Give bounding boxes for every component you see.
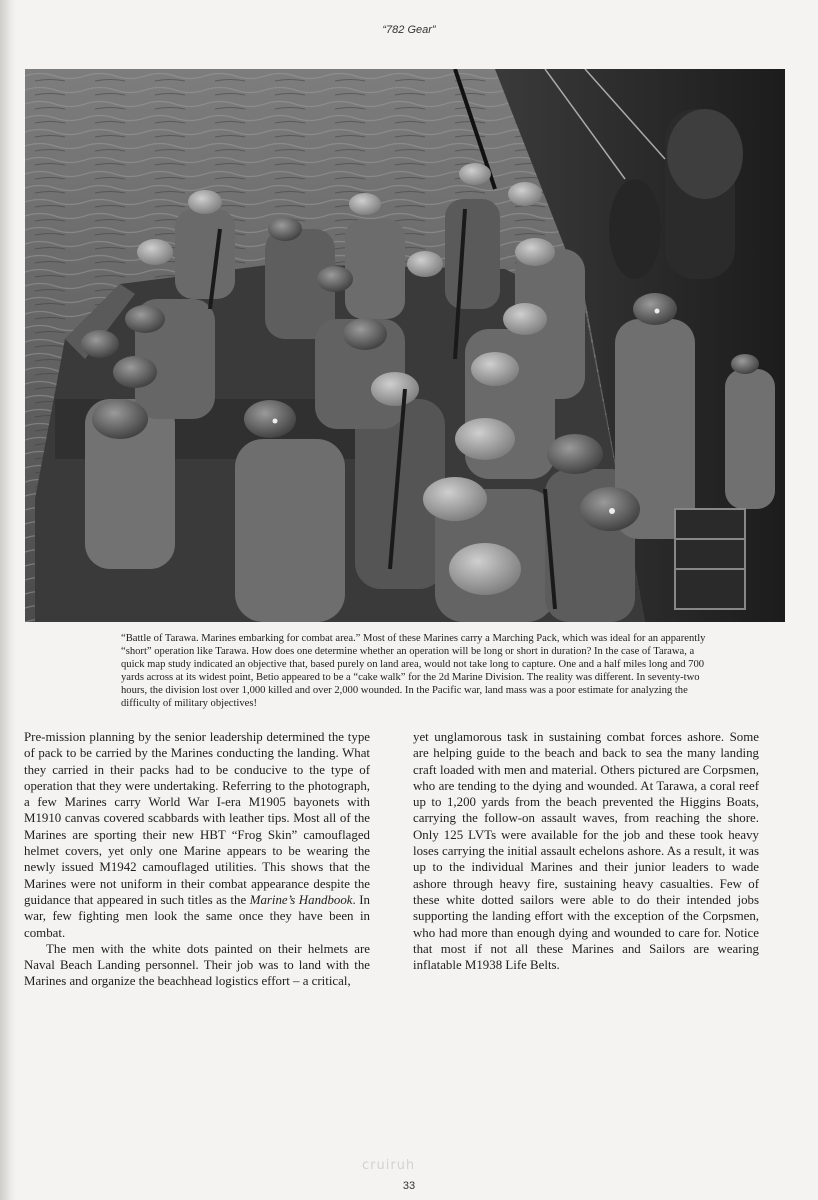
page-number: 33 (402, 1180, 416, 1192)
body-paragraph: The men with the white dots painted on their helmets are Naval Beach Landing personnel. Their job was to land with the Marines and organize the beachhead logistics effort – a critical, (24, 941, 370, 989)
body-text: . In war, few fighting men look the same once they have been in combat. (24, 892, 370, 940)
page-gutter-shadow (0, 0, 16, 1200)
watermark: cruiruh (362, 1158, 416, 1173)
body-paragraph: yet unglamorous task in sustaining combat forces ashore. Some are helping guide to the beach and back to sea the many landing craft loaded with men and material. Others pictured are Corpsmen, who are tending to the dying and wounded. At Tarawa, a coral reef up to 1,200 yards from the beach prevented the Higgins Boats, carrying the follow-on assault waves, from reaching the shore. Only 125 LVTs were available for the job and these took heavy loses carrying the initial assault echelons ashore. As a result, it was up to the individual Marines and their junior leaders to wade ashore through heavy fire, sustaining heavy casualties. Few of these white dotted sailors were able to do their intended jobs supporting the landing effort with the exception of the Corpsmen, who had more than enough dying and wounded to care for. Notice that most if not all these Marines and Sailors are wearing inflatable M1938 Life Belts. (413, 730, 759, 973)
body-column-left (24, 729, 370, 990)
body-text: Pre-mission planning by the senior leadership determined the type of pack to be carried by the Marines conducting the landing. What they carried in their packs had to be conducive to the type of operation that they were undertaking. Referring to the photograph, a few Marines carry World War I-era M1905 bayonets with M1910 canvas covered scabbards with leather tips. Most all of the Marines are sporting their new HBT “Frog Skin” camouflaged helmet covers, yet only one Marine appears to be wearing the newly issued M1942 camouflaged utilities. This shows that the Marines were not uniform in their combat appearance despite the guidance that appeared in such titles as the (24, 730, 370, 907)
body-paragraph (24, 729, 370, 941)
body-column-right (413, 729, 759, 973)
photo-caption (121, 633, 711, 710)
running-head: “782 Gear” (382, 24, 436, 36)
caption-text: “Battle of Tarawa. Marines embarking for combat area.” Most of these Marines carry a Marching Pack, which was ideal for an apparently “short” operation like Tarawa. How does one determine whether an operation will be long or short in duration? In the case of Tarawa, a quick map study indicated an objective that, based purely on land area, would not take long to capture. One and a half miles long and 700 yards across at its widest point, Betio appeared to be a “cake walk” for the 2d Marine Division. The reality was different. In seventy-two hours, the division lost over 1,000 killed and over 2,000 wounded. In the Pacific war, land mass was a poor estimate for analyzing the difficulty of military objectives! (121, 633, 706, 709)
book-title: Marine’s Handbook (249, 892, 353, 907)
photograph-marines-embarking (25, 69, 785, 622)
